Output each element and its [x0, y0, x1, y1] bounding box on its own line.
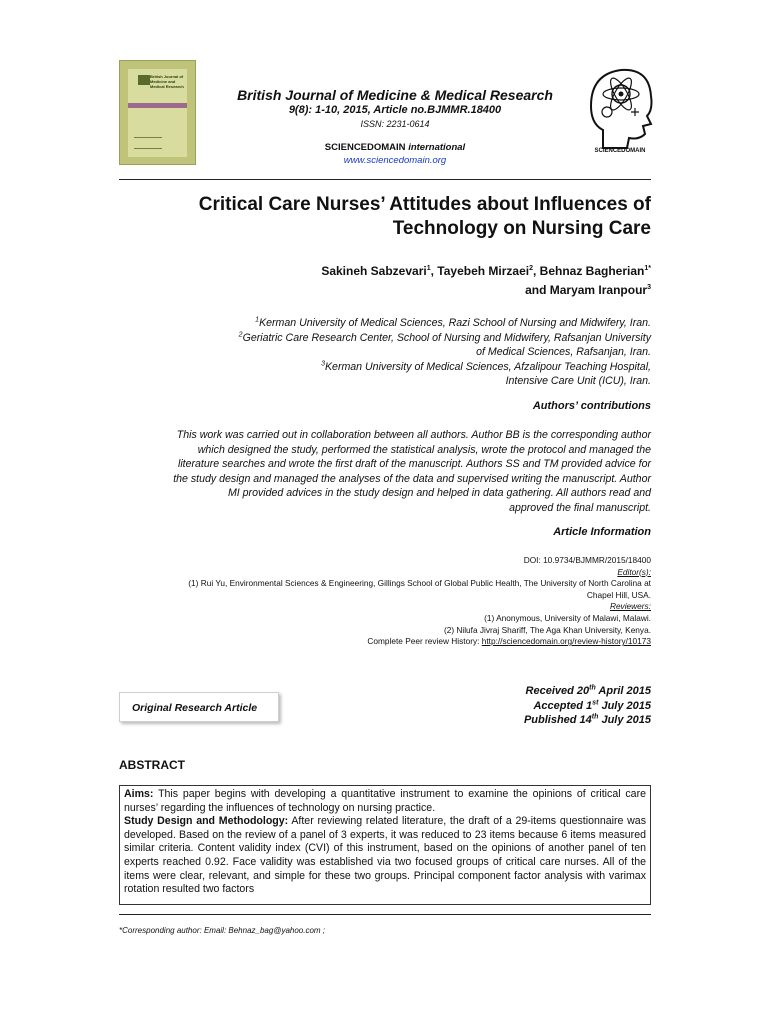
author-name: Maryam Iranpour — [549, 283, 648, 297]
abstract-heading: ABSTRACT — [119, 758, 185, 772]
author-name: Sakineh Sabzevari — [321, 264, 427, 278]
affiliations — [119, 316, 651, 389]
cover-logo — [138, 75, 150, 85]
affiliation-line: of Medical Sciences, Rafsanjan, Iran. — [476, 346, 651, 358]
peer-review-history: Complete Peer review History: http://sciencedomain.org/review-history/10173 — [367, 636, 651, 647]
affiliation-line: $^2$Geriatric Care Research Center, School of Nursing and Midwifery, Rafsanjan University — [238, 330, 651, 344]
author-list: Sakineh Sabzevari$^1$, Tayebeh Mirzaei$^2$, Behnaz Bagherian$^{1*}$ and Maryam Iranpour$^3$ — [321, 264, 651, 297]
article-info-heading: Article Information — [553, 526, 651, 538]
journal-title: British Journal of Medicine & Medical Research — [237, 87, 553, 103]
reviewer-line: (1) Anonymous, University of Malawi, Malawi. — [484, 612, 651, 623]
received-date: Received 20th April 2015 — [525, 684, 651, 697]
peer-review-link[interactable]: http://sciencedomain.org/review-history/10173 — [481, 636, 651, 647]
editor-line: (1) Rui Yu, Environmental Sciences & Engineering, Gillings School of Global Public Health, The University of North Carolina at — [188, 578, 651, 589]
journal-issue: 9(8): 1-10, 2015, Article no.BJMMR.18400 — [288, 104, 502, 116]
footnote-divider — [119, 914, 651, 915]
published-date: Published 14th July 2015 — [523, 713, 651, 726]
corresponding-author-footnote: *Corresponding author: Email: Behnaz_bag@yahoo.com ; — [119, 926, 326, 935]
author-name: Tayebeh Mirzaei — [437, 264, 530, 278]
publication-dates — [420, 684, 651, 728]
abstract-box — [119, 785, 651, 905]
article-info-block — [110, 555, 651, 648]
reviewers-label: Reviewers: — [609, 601, 651, 612]
abstract-text: Aims: This paper begins with developing a quantitative instrument to examine the opinions of critical care nurses’ regarding the influences of technology on nursing practice. Study Design and Methodology: After reviewing related literature, the draft of a 29-items questionnaire was developed. Based on the review of a panel of 3 experts, it was reduced to 23 items because 6 items measured similar criteria. Content validity index (CVI) of this instrument, based on the opinions of another panel of ten experts reached 0.92. Face validity was established via two focused groups of critical care nurses. All of the items were clear, relevant, and simple for these two groups. Principal component factor analysis with varimax rotation resulted two factors — [124, 788, 646, 896]
sciencedomain-logo-label: SCIENCEDOMAIN — [594, 148, 646, 154]
article-type-badge: Original Research Article — [119, 692, 279, 722]
editors-label: Editor(s): — [617, 566, 651, 577]
accepted-date: Accepted 1st July 2015 — [533, 698, 651, 712]
doi: DOI: 10.9734/BJMMR/2015/18400 — [523, 555, 651, 565]
sciencedomain-logo-icon — [581, 60, 659, 152]
header-divider — [119, 179, 651, 180]
affiliation-line: Intensive Care Unit (ICU), Iran. — [505, 375, 651, 387]
reviewer-line: (2) Nilufa Jivraj Shariff, The Aga Khan University, Kenya. — [443, 624, 651, 635]
author-name: Behnaz Bagherian — [539, 264, 645, 278]
article-title: Critical Care Nurses’ Attitudes about Influences of Technology on Nursing Care — [198, 194, 651, 239]
contributions-text: This work was carried out in collaboration between all authors. Author BB is the corresponding author which designed the study, performed the statistical analysis, wrote the protocol and managed the literature searches and wrote the first draft of the manuscript. Authors SS and TM provided advice for the study design and managed the analyses of the data and supervised writing the manuscript. Author MI provided advices in the study design and helped in data gathering. All authors read and approved the final manuscript. — [173, 429, 651, 514]
affiliation-line: $^1$Kerman University of Medical Sciences, Razi School of Nursing and Midwifery, Iran. — [255, 316, 651, 329]
cover-title: British Journal of Medicine and Medical Research — [150, 74, 184, 89]
journal-issn: ISSN: 2231-0614 — [360, 119, 430, 129]
publisher-website-link[interactable]: www.sciencedomain.org — [343, 155, 447, 166]
contributions-heading: Authors’ contributions — [532, 400, 651, 412]
editor-line: Chapel Hill, USA. — [586, 589, 651, 600]
affiliation-line: $^3$Kerman University of Medical Sciences, Afzalipour Teaching Hospital, — [321, 359, 651, 373]
publisher-name: SCIENCEDOMAIN international — [324, 142, 466, 153]
journal-cover-image — [119, 60, 196, 165]
